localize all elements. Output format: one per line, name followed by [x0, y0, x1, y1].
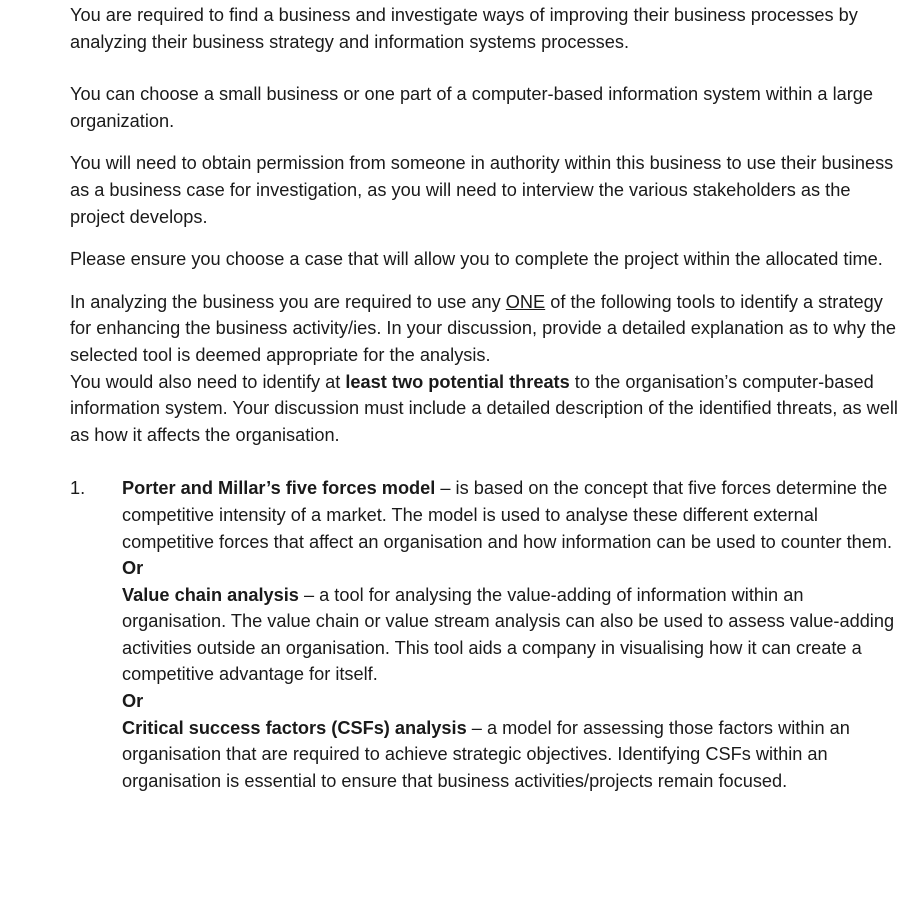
- p6-text-a: You would also need to identify at: [70, 371, 346, 392]
- tool-csf-title: Critical success factors (CSFs) analysis: [122, 717, 467, 738]
- or-label-2: Or: [122, 691, 144, 712]
- list-number: 1.: [70, 478, 86, 499]
- p6-text-c: to the organisation’s computer-based information system. Your discussion must include a detailed description of the identified threats, as well as how it affects the organisation.: [70, 371, 898, 445]
- p5-text-a: In analyzing the business you are required to use any: [70, 291, 506, 312]
- tool-value-chain-title: Value chain analysis: [122, 584, 299, 605]
- tool-value-chain-desc: – a tool for analysing the value-adding of information within an organisation. The value chain or value stream analysis can also be used to assess value-adding activities outside an organisation. This tool aids a company in visualising how it can create a competitive advantage for itself.: [122, 584, 895, 685]
- p5-emphasis-one: ONE: [505, 291, 546, 312]
- intro-paragraph-2: You can choose a small business or one part of a computer-based information system within a large organization.: [70, 84, 874, 131]
- or-separator-1: [122, 555, 900, 582]
- or-label-1: Or: [122, 558, 144, 579]
- tool-porter: [122, 475, 900, 555]
- tool-csf-desc: – a model for assessing those factors within an organisation that are required to achieve strategic objectives. Identifying CSFs within an organisation is essential to ensure that business activities/projects remain focused.: [122, 717, 850, 791]
- document-page: [70, 2, 900, 794]
- p6-emphasis-threats: least two potential threats: [345, 371, 570, 392]
- p5-text-c: of the following tools to identify a strategy for enhancing the business activity/ies. In your discussion, provide a detailed explanation as to why the selected tool is deemed appropriate for the analysis.: [70, 291, 896, 365]
- tool-csf: [122, 715, 900, 795]
- tool-porter-desc: – is based on the concept that five forces determine the competitive intensity of a market. The model is used to analyse these different external competitive forces that affect an organisation and how information can be used to counter them.: [122, 478, 893, 552]
- intro-paragraph-5: [70, 289, 900, 369]
- list-item-tools: [70, 475, 900, 794]
- intro-paragraph-4: Please ensure you choose a case that will allow you to complete the project within the allocated time.: [70, 249, 883, 270]
- intro-paragraph-3: You will need to obtain permission from someone in authority within this business to use their business as a business case for investigation, as you will need to interview the various stakeholders as the project develops.: [70, 153, 894, 227]
- or-separator-2: [122, 688, 900, 715]
- intro-paragraph-1: You are required to find a business and investigate ways of improving their business processes by analyzing their business strategy and information systems processes.: [70, 5, 858, 52]
- intro-paragraph-6: [70, 369, 900, 449]
- tool-value-chain: [122, 582, 900, 688]
- tool-porter-title: Porter and Millar’s five forces model: [122, 478, 436, 499]
